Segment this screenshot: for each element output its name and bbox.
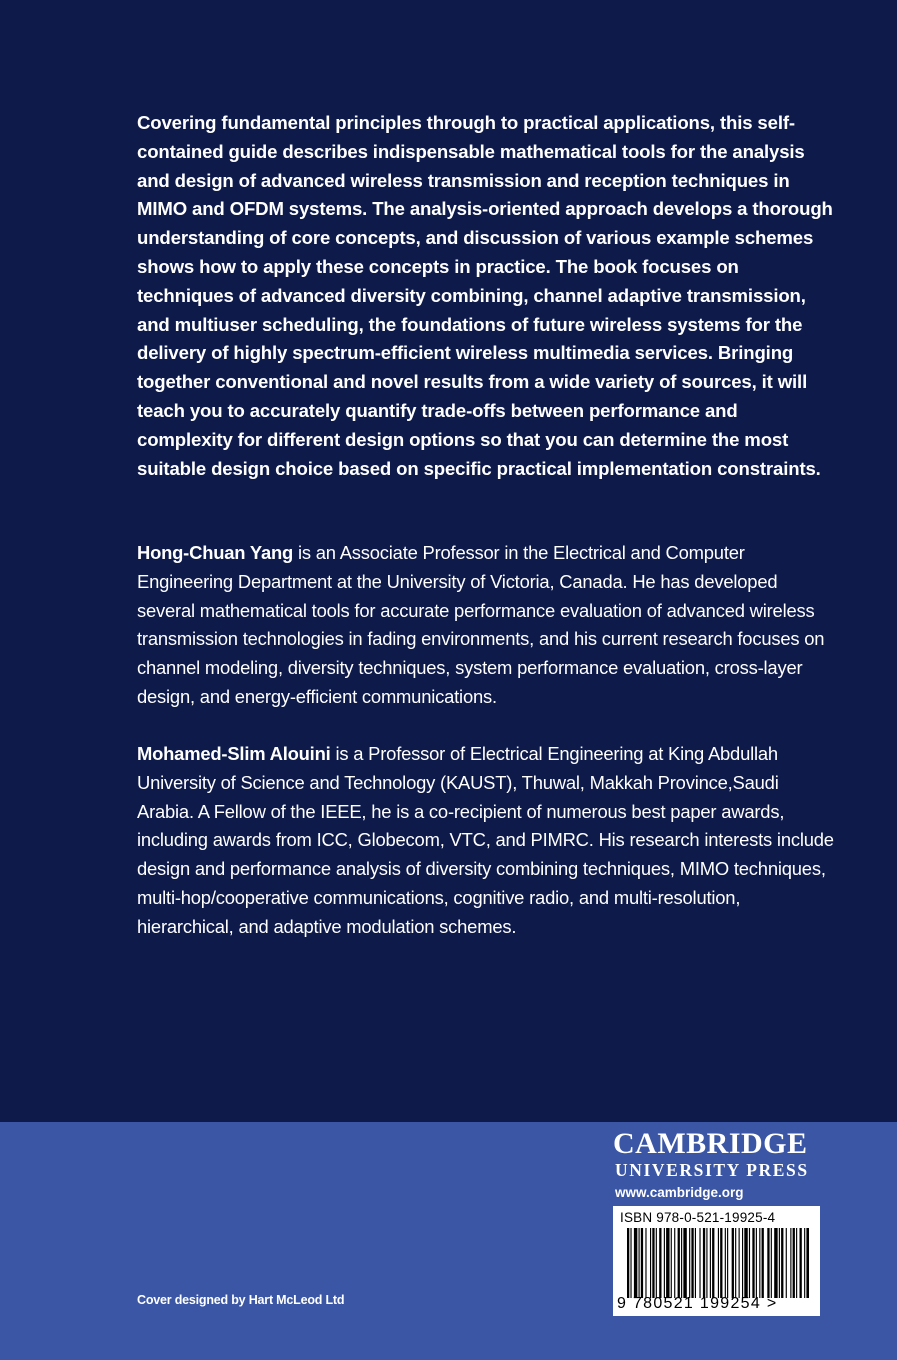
barcode-bar xyxy=(756,1228,757,1298)
barcode-bar xyxy=(666,1228,669,1298)
barcode-bar xyxy=(671,1228,672,1298)
barcode-bar xyxy=(639,1228,640,1298)
barcode-bar xyxy=(695,1228,696,1298)
barcode-bar xyxy=(630,1228,631,1298)
publisher-name: CAMBRIDGE xyxy=(613,1127,808,1160)
barcode-bar xyxy=(804,1228,805,1298)
barcode-bar xyxy=(806,1228,809,1298)
barcode-bar xyxy=(650,1228,651,1298)
author-name-2: Mohamed-Slim Alouini xyxy=(137,743,331,764)
author-bio-1 xyxy=(137,539,837,712)
barcode-bar xyxy=(634,1228,637,1298)
barcode-bar xyxy=(703,1228,705,1298)
barcode-bar xyxy=(752,1228,754,1298)
barcode-bar xyxy=(699,1228,700,1298)
isbn-label: ISBN 978-0-521-19925-4 xyxy=(620,1210,776,1225)
author-name-1: Hong-Chuan Yang xyxy=(137,542,294,563)
publisher-url: www.cambridge.org xyxy=(615,1185,744,1200)
barcode-bar xyxy=(800,1228,802,1298)
barcode-bar xyxy=(779,1228,780,1298)
barcode-bar xyxy=(749,1228,750,1298)
barcode-digits: 9 780521 199254 > xyxy=(617,1295,778,1312)
barcode-bar xyxy=(681,1228,682,1298)
publisher-subtitle: UNIVERSITY PRESS xyxy=(615,1160,809,1180)
cover-credit: Cover designed by Hart McLeod Ltd xyxy=(137,1293,345,1307)
barcode-bar xyxy=(627,1228,629,1298)
barcode-bar xyxy=(725,1228,726,1298)
barcode-bar xyxy=(786,1228,787,1298)
barcode-bar xyxy=(691,1228,693,1298)
barcode-bars xyxy=(627,1228,809,1298)
barcode-bar xyxy=(720,1228,722,1298)
isbn-barcode xyxy=(613,1206,820,1316)
barcode-bar xyxy=(683,1228,686,1298)
barcode-bar xyxy=(659,1228,661,1298)
publisher-logo xyxy=(613,1128,823,1202)
barcode-bar xyxy=(744,1228,747,1298)
barcode-bar xyxy=(735,1228,736,1298)
barcode-bar xyxy=(718,1228,719,1298)
barcode-bar xyxy=(781,1228,783,1298)
author-bio-text-2: is a Professor of Electrical Engineering at King Abdullah University of Science and Technology (KAUST), Thuwal, Makkah Province,Saudi Arabia. A Fellow of the IEEE, he is a co-recipient of numerous best paper awards, including awards from ICC, Globecom, VTC, and PIMRC. His research interests include design and performance analysis of diversity combining techniques, MIMO techniques, multi-hop/cooperative communications, cognitive radio, and multi-resolution, hierarchical, and adaptive modulation schemes. xyxy=(137,743,834,937)
barcode-bar xyxy=(712,1228,714,1298)
barcode-bar xyxy=(771,1228,772,1298)
barcode-bar xyxy=(793,1228,795,1298)
barcode-bar xyxy=(742,1228,743,1298)
barcode-bar xyxy=(706,1228,707,1298)
barcode-bar xyxy=(759,1228,760,1298)
barcode-bar xyxy=(678,1228,680,1298)
barcode-bar xyxy=(710,1228,711,1298)
barcode-bar xyxy=(656,1228,657,1298)
book-description: Covering fundamental principles through to practical applications, this self-contained guide describes indispensable mathematical tools for the analysis and design of advanced wireless transmission and reception techniques in MIMO and OFDM systems. The analysis-oriented approach develops a thorough understanding of core concepts, and discussion of various example schemes shows how to apply these concepts in practice. The book focuses on techniques of advanced diversity combining, channel adaptive transmission, and multiuser scheduling, the foundations of future wireless systems for the delivery of highly spectrum-efficient wireless multimedia services. Bringing together conventional and novel results from a wide variety of sources, it will teach you to accurately quantify trade-offs between performance and complexity for different design options so that you can determine the most suitable design choice based on specific practical implementation constraints. xyxy=(137,112,833,479)
barcode-bar xyxy=(739,1228,740,1298)
author-bio-text-1: is an Associate Professor in the Electrical and Computer Engineering Department at the University of Victoria, Canada. He has developed several mathematical tools for accurate performance evaluation of advanced wireless transmission technologies in fading environments, and his current research focuses on channel modeling, diversity techniques, system performance evaluation, cross-layer design, and energy-efficient communications. xyxy=(137,542,825,707)
barcode-bar xyxy=(767,1228,769,1298)
author-bio-2 xyxy=(137,740,837,942)
barcode-bar xyxy=(762,1228,764,1298)
barcode-bar xyxy=(664,1228,665,1298)
barcode-bar xyxy=(689,1228,690,1298)
barcode-bar xyxy=(645,1228,646,1298)
barcode-bar xyxy=(732,1228,734,1298)
barcode-bar xyxy=(790,1228,791,1298)
barcode-bar xyxy=(727,1228,728,1298)
barcode-bar xyxy=(652,1228,654,1298)
barcode-bar xyxy=(796,1228,797,1298)
barcode-bar xyxy=(674,1228,675,1298)
barcode-bar xyxy=(774,1228,777,1298)
barcode-bar xyxy=(641,1228,643,1298)
